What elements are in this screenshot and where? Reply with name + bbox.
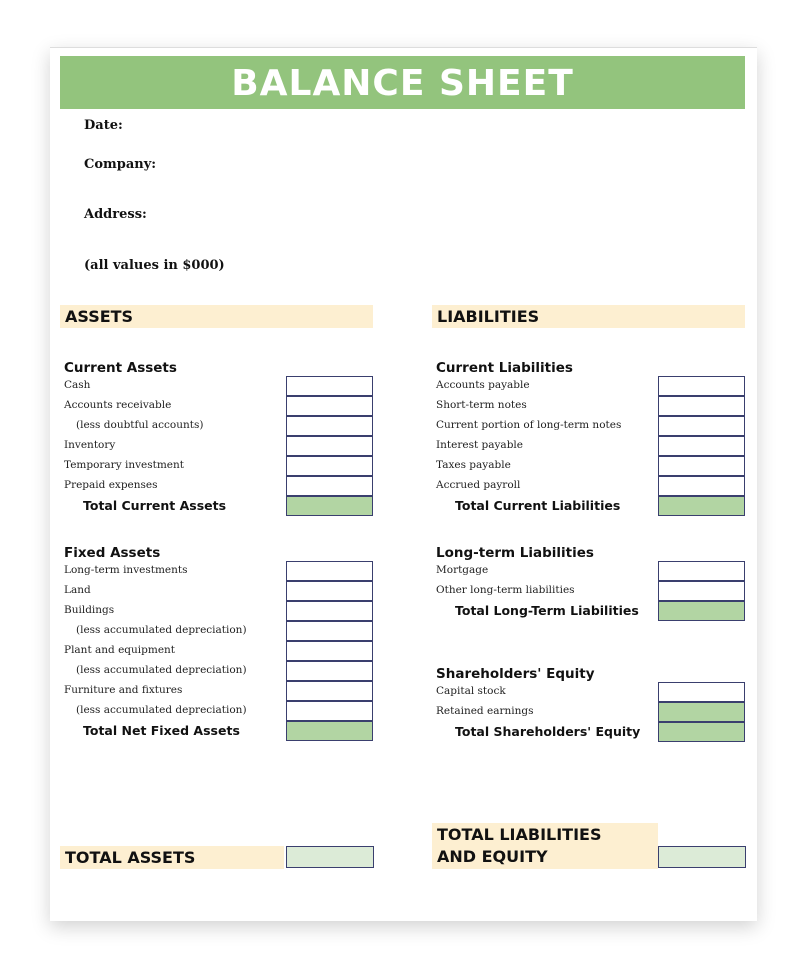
- value-field[interactable]: [286, 476, 373, 496]
- value-field[interactable]: [286, 436, 373, 456]
- value-field[interactable]: [286, 456, 373, 476]
- units-note: (all values in $000): [84, 258, 225, 273]
- total-value-field[interactable]: [658, 496, 745, 516]
- line-item-label: Short-term notes: [436, 399, 527, 411]
- line-item-label: Land: [64, 584, 91, 596]
- total-value-field[interactable]: [286, 496, 373, 516]
- company-label: Company:: [84, 157, 157, 172]
- value-field[interactable]: [286, 621, 373, 641]
- line-item-row: [436, 581, 746, 601]
- page-title: BALANCE SHEET: [60, 56, 745, 109]
- assets-heading: ASSETS: [60, 305, 373, 328]
- line-item-row: [436, 456, 746, 476]
- line-item-label: Inventory: [64, 439, 116, 451]
- line-item-row: [436, 436, 746, 456]
- total-row: [436, 601, 746, 621]
- value-field[interactable]: [658, 436, 745, 456]
- line-item-row: [64, 396, 374, 416]
- line-item-label: Capital stock: [436, 685, 506, 697]
- value-field[interactable]: [286, 561, 373, 581]
- line-item-label: Current portion of long-term notes: [436, 419, 622, 431]
- line-item-row: [436, 376, 746, 396]
- line-item-row: [436, 682, 746, 702]
- section-title: Fixed Assets: [64, 545, 161, 561]
- value-field[interactable]: [286, 581, 373, 601]
- line-item-row: [436, 396, 746, 416]
- total-liabilities-equity-field[interactable]: [658, 846, 746, 868]
- value-field[interactable]: [286, 641, 373, 661]
- line-item-label: Buildings: [64, 604, 115, 616]
- line-item-label: Taxes payable: [436, 459, 511, 471]
- value-field[interactable]: [286, 376, 373, 396]
- value-field[interactable]: [286, 601, 373, 621]
- line-item-row: [64, 476, 374, 496]
- line-item-row: [436, 476, 746, 496]
- line-item-label: Interest payable: [436, 439, 523, 451]
- line-item-row: [436, 702, 746, 722]
- value-field[interactable]: [658, 561, 745, 581]
- line-item-row: [64, 681, 374, 701]
- line-item-row: [436, 561, 746, 581]
- total-value-field[interactable]: [286, 721, 373, 741]
- line-item-label: Cash: [64, 379, 91, 391]
- total-row: [64, 496, 374, 516]
- line-item-label: Long-term investments: [64, 564, 188, 576]
- section-title: Long-term Liabilities: [436, 545, 594, 561]
- line-item-row: [64, 561, 374, 581]
- total-row: [436, 496, 746, 516]
- date-label: Date:: [84, 118, 123, 133]
- line-item-row: [64, 621, 374, 641]
- line-item-label: Temporary investment: [64, 459, 184, 471]
- line-item-label: (less doubtful accounts): [76, 419, 204, 431]
- value-field[interactable]: [658, 376, 745, 396]
- value-field[interactable]: [286, 396, 373, 416]
- total-assets-label: TOTAL ASSETS: [60, 846, 284, 869]
- line-item-row: [436, 416, 746, 436]
- total-value-field[interactable]: [658, 722, 745, 742]
- line-item-row: [64, 701, 374, 721]
- value-field[interactable]: [286, 681, 373, 701]
- total-liabilities-line1: TOTAL LIABILITIES: [437, 825, 602, 844]
- total-label: Total Long-Term Liabilities: [455, 603, 639, 618]
- total-row: [436, 722, 746, 742]
- section-title: Current Assets: [64, 360, 177, 376]
- line-item-label: Prepaid expenses: [64, 479, 158, 491]
- line-item-row: [64, 416, 374, 436]
- total-label: Total Current Assets: [83, 498, 227, 513]
- value-field[interactable]: [658, 456, 745, 476]
- line-item-label: Plant and equipment: [64, 644, 176, 656]
- line-item-row: [64, 661, 374, 681]
- line-item-label: Accounts receivable: [64, 399, 172, 411]
- line-item-label: (less accumulated depreciation): [76, 664, 247, 676]
- value-field[interactable]: [658, 476, 745, 496]
- line-item-row: [64, 456, 374, 476]
- value-field[interactable]: [658, 682, 745, 702]
- value-field[interactable]: [286, 661, 373, 681]
- value-field[interactable]: [658, 396, 745, 416]
- value-field[interactable]: [286, 701, 373, 721]
- total-value-field[interactable]: [658, 601, 745, 621]
- line-item-label: Accounts payable: [436, 379, 530, 391]
- section-title: Current Liabilities: [436, 360, 573, 376]
- section-title: Shareholders' Equity: [436, 666, 595, 682]
- total-liabilities-line2: AND EQUITY: [437, 847, 548, 866]
- value-field[interactable]: [286, 416, 373, 436]
- total-label: Total Net Fixed Assets: [83, 723, 240, 738]
- total-label: Total Shareholders' Equity: [455, 724, 641, 739]
- value-field[interactable]: [658, 581, 745, 601]
- line-item-label: (less accumulated depreciation): [76, 624, 247, 636]
- address-label: Address:: [84, 207, 147, 222]
- line-item-row: [64, 376, 374, 396]
- line-item-label: Other long-term liabilities: [436, 584, 575, 596]
- total-assets-field[interactable]: [286, 846, 374, 868]
- line-item-row: [64, 641, 374, 661]
- line-item-row: [64, 601, 374, 621]
- liabilities-heading: LIABILITIES: [432, 305, 745, 328]
- line-item-row: [64, 436, 374, 456]
- line-item-label: Retained earnings: [436, 705, 534, 717]
- total-row: [64, 721, 374, 741]
- line-item-row: [64, 581, 374, 601]
- line-item-label: Furniture and fixtures: [64, 684, 183, 696]
- line-item-label: Accrued payroll: [436, 479, 521, 491]
- line-item-label: (less accumulated depreciation): [76, 704, 247, 716]
- line-item-label: Mortgage: [436, 564, 489, 576]
- total-label: Total Current Liabilities: [455, 498, 621, 513]
- value-field[interactable]: [658, 416, 745, 436]
- total-liabilities-equity-label: [432, 823, 658, 869]
- value-field[interactable]: [658, 702, 745, 722]
